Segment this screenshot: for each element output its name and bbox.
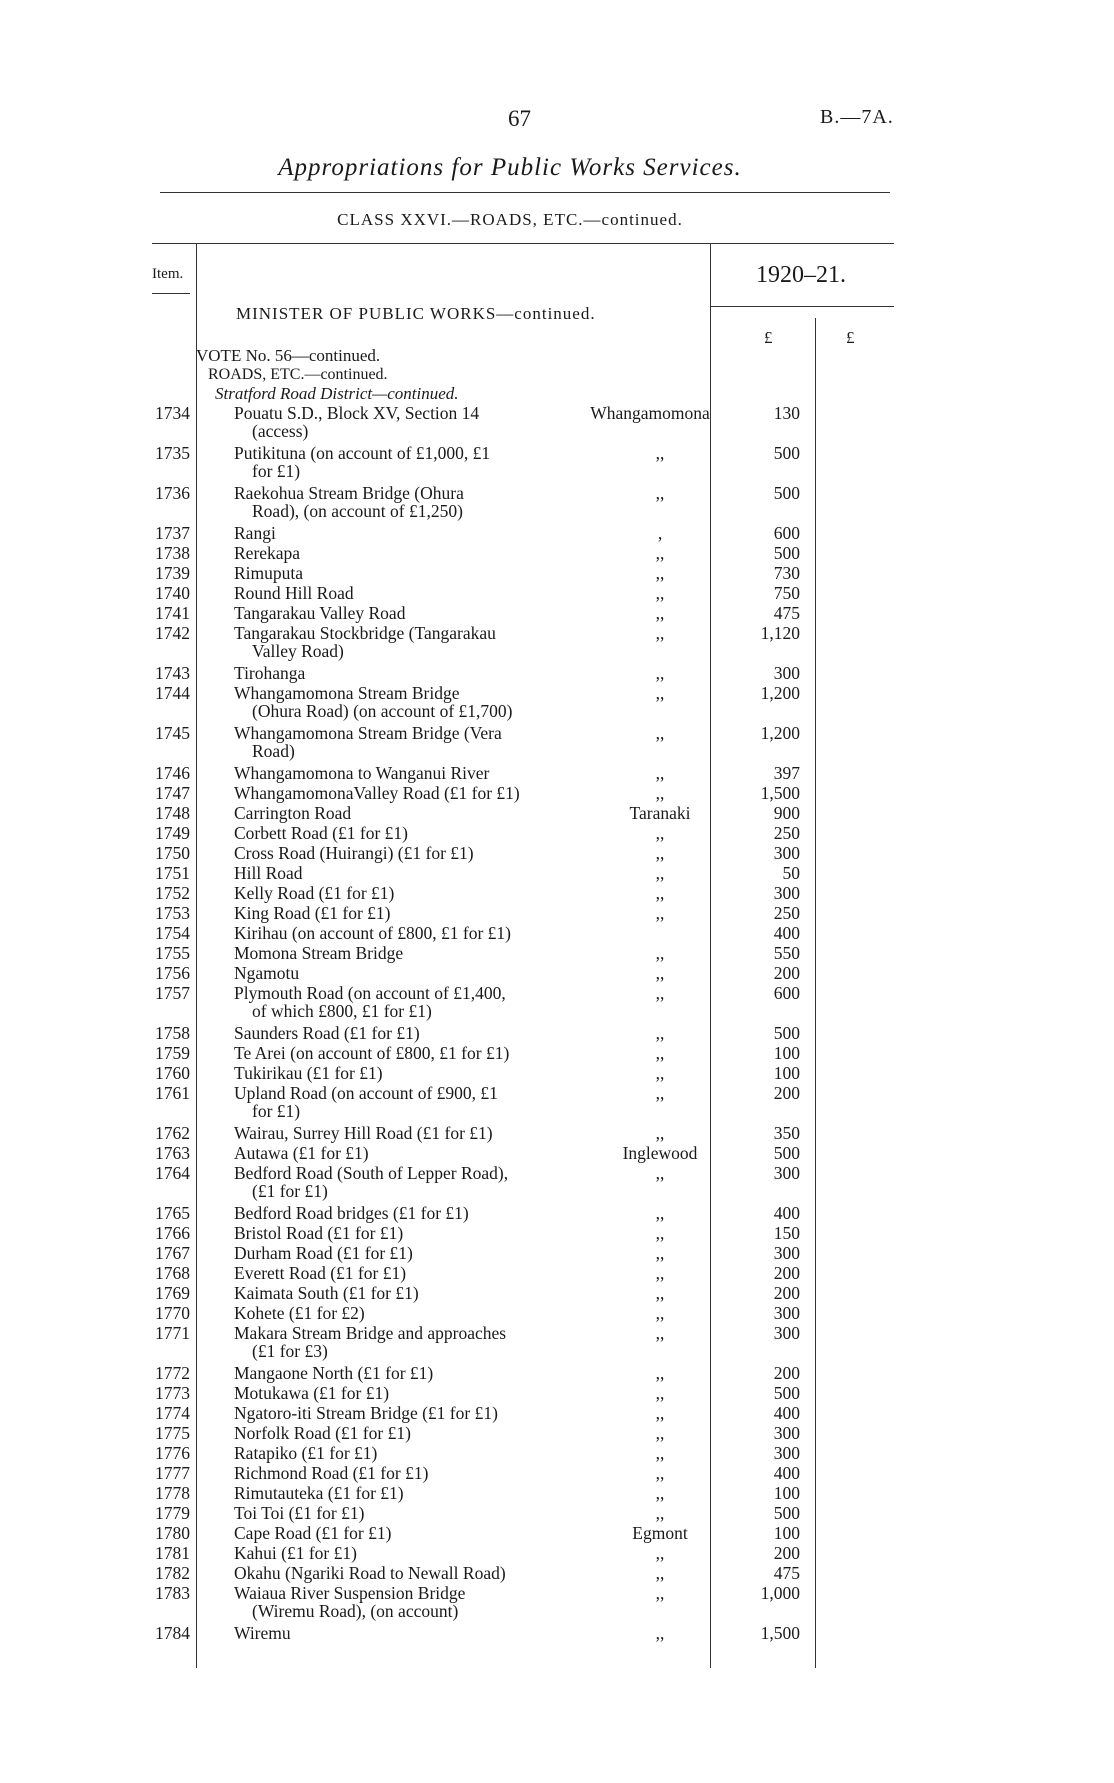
item-number: 1747 bbox=[155, 783, 190, 803]
item-description-line: Whangamomona Stream Bridge bbox=[234, 683, 460, 703]
amount: 100 bbox=[773, 1063, 800, 1083]
item-description-line: Wairau, Surrey Hill Road (£1 for £1) bbox=[234, 1123, 493, 1143]
item-description-line: WhangamomonaValley Road (£1 for £1) bbox=[234, 783, 520, 803]
road-district: ,, bbox=[655, 763, 665, 783]
table-top-rule bbox=[152, 243, 894, 244]
item-description bbox=[234, 1624, 291, 1642]
district-heading: Stratford Road District—continued. bbox=[215, 384, 459, 403]
item-number: 1741 bbox=[155, 603, 190, 623]
amount: 1,200 bbox=[760, 683, 800, 703]
road-district: ,, bbox=[655, 1243, 665, 1263]
item-description bbox=[234, 1484, 404, 1502]
item-description-line: Tirohanga bbox=[234, 663, 306, 683]
amount: 300 bbox=[773, 1323, 800, 1343]
amount: 1,120 bbox=[760, 623, 800, 643]
item-description bbox=[234, 784, 520, 802]
item-description-continuation: (Wiremu Road), (on account) bbox=[252, 1601, 459, 1621]
amount: 500 bbox=[773, 1383, 800, 1403]
road-district: ,, bbox=[655, 943, 665, 963]
item-description-line: Norfolk Road (£1 for £1) bbox=[234, 1423, 411, 1443]
item-description-line: Autawa (£1 for £1) bbox=[234, 1143, 369, 1163]
road-district: ,, bbox=[655, 1163, 665, 1183]
item-number: 1739 bbox=[155, 563, 190, 583]
item-number: 1769 bbox=[155, 1283, 190, 1303]
road-district: ,, bbox=[655, 1303, 665, 1323]
item-description bbox=[234, 624, 496, 660]
item-number: 1754 bbox=[155, 923, 190, 943]
road-district: ,, bbox=[655, 823, 665, 843]
item-description-line: Bedford Road bridges (£1 for £1) bbox=[234, 1203, 469, 1223]
item-description bbox=[234, 1444, 377, 1462]
item-description bbox=[234, 1084, 498, 1120]
item-number: 1768 bbox=[155, 1263, 190, 1283]
item-description bbox=[234, 664, 305, 682]
item-number: 1775 bbox=[155, 1423, 190, 1443]
item-description-line: Kirihau (on account of £800, £1 for £1) bbox=[234, 923, 512, 943]
item-description-continuation: Road), (on account of £1,250) bbox=[252, 501, 463, 521]
amount: 500 bbox=[773, 543, 800, 563]
amount: 200 bbox=[773, 1363, 800, 1383]
item-description-line: Upland Road (on account of £900, £1 bbox=[234, 1083, 498, 1103]
item-description bbox=[234, 1504, 364, 1522]
item-description bbox=[234, 544, 300, 562]
road-district: ,, bbox=[655, 983, 665, 1003]
item-description-line: Durham Road (£1 for £1) bbox=[234, 1243, 413, 1263]
item-description bbox=[234, 1044, 509, 1062]
road-district: ,, bbox=[655, 863, 665, 883]
road-district: ,, bbox=[655, 1503, 665, 1523]
item-description bbox=[234, 404, 479, 440]
amount: 250 bbox=[773, 823, 800, 843]
road-district: ,, bbox=[655, 603, 665, 623]
amount: 300 bbox=[773, 1423, 800, 1443]
item-number: 1759 bbox=[155, 1043, 190, 1063]
item-description-line: Momona Stream Bridge bbox=[234, 943, 404, 963]
item-number: 1756 bbox=[155, 963, 190, 983]
item-description-line: Round Hill Road bbox=[234, 583, 354, 603]
item-number: 1763 bbox=[155, 1143, 190, 1163]
item-head-rule bbox=[152, 293, 190, 294]
item-description bbox=[234, 1364, 433, 1382]
item-description-continuation: Valley Road) bbox=[252, 641, 344, 661]
item-number: 1736 bbox=[155, 483, 190, 503]
road-district: ,, bbox=[655, 1223, 665, 1243]
item-description bbox=[234, 1424, 411, 1442]
amount: 150 bbox=[773, 1223, 800, 1243]
district-column-rule bbox=[710, 243, 711, 1668]
amount: 1,000 bbox=[760, 1583, 800, 1603]
road-district: ,, bbox=[655, 1403, 665, 1423]
item-description-line: Carrington Road bbox=[234, 803, 352, 823]
item-description-continuation: (£1 for £1) bbox=[252, 1181, 328, 1201]
amount: 300 bbox=[773, 883, 800, 903]
road-district: ,, bbox=[655, 1363, 665, 1383]
amount: 750 bbox=[773, 583, 800, 603]
road-district: ,, bbox=[655, 1383, 665, 1403]
road-district: Whangamomona bbox=[590, 403, 710, 423]
item-description bbox=[234, 1284, 419, 1302]
item-description-line: Rangi bbox=[234, 523, 276, 543]
amount: 900 bbox=[773, 803, 800, 823]
item-description bbox=[234, 1244, 413, 1262]
item-description bbox=[234, 1264, 406, 1282]
item-description-line: Raekohua Stream Bridge (Ohura bbox=[234, 483, 464, 503]
item-number: 1755 bbox=[155, 943, 190, 963]
road-district: ,, bbox=[655, 723, 665, 743]
item-number: 1765 bbox=[155, 1203, 190, 1223]
road-district: ,, bbox=[655, 1123, 665, 1143]
item-description bbox=[234, 1324, 506, 1360]
item-description-line: Motukawa (£1 for £1) bbox=[234, 1383, 390, 1403]
amount: 475 bbox=[773, 603, 800, 623]
item-description bbox=[234, 564, 303, 582]
amount: 200 bbox=[773, 1083, 800, 1103]
item-description bbox=[234, 684, 512, 720]
item-description bbox=[234, 1564, 506, 1582]
item-description-continuation: of which £800, £1 for £1) bbox=[252, 1001, 432, 1021]
amount: 600 bbox=[773, 983, 800, 1003]
item-description bbox=[234, 1584, 465, 1620]
amount: 300 bbox=[773, 843, 800, 863]
item-description-line: Cross Road (Huirangi) (£1 for £1) bbox=[234, 843, 474, 863]
item-description-line: Wiremu bbox=[234, 1623, 291, 1643]
item-description-continuation: (access) bbox=[252, 421, 309, 441]
item-description-line: Hill Road bbox=[234, 863, 303, 883]
road-district: ,, bbox=[655, 543, 665, 563]
amount: 200 bbox=[773, 963, 800, 983]
pound-header-2: £ bbox=[846, 328, 855, 347]
road-district: ,, bbox=[655, 843, 665, 863]
item-description-line: Pouatu S.D., Block XV, Section 14 bbox=[234, 403, 480, 423]
item-description bbox=[234, 844, 474, 862]
item-number: 1770 bbox=[155, 1303, 190, 1323]
item-number: 1735 bbox=[155, 443, 190, 463]
item-number: 1777 bbox=[155, 1463, 190, 1483]
item-description-line: Kelly Road (£1 for £1) bbox=[234, 883, 395, 903]
item-description-line: Kaimata South (£1 for £1) bbox=[234, 1283, 419, 1303]
item-description bbox=[234, 1204, 469, 1222]
item-description bbox=[234, 1224, 403, 1242]
item-description-line: Kohete (£1 for £2) bbox=[234, 1303, 365, 1323]
item-description-line: Te Arei (on account of £800, £1 for £1) bbox=[234, 1043, 510, 1063]
minister-heading: MINISTER OF PUBLIC WORKS—continued. bbox=[236, 304, 596, 323]
item-description-continuation: for £1) bbox=[252, 1101, 301, 1121]
item-description bbox=[234, 1064, 383, 1082]
item-description bbox=[234, 964, 299, 982]
road-district: ,, bbox=[655, 963, 665, 983]
item-description bbox=[234, 1024, 420, 1042]
item-description bbox=[234, 604, 405, 622]
road-district: ,, bbox=[655, 483, 665, 503]
item-description bbox=[234, 1124, 493, 1142]
amount: 300 bbox=[773, 663, 800, 683]
item-description bbox=[234, 1384, 389, 1402]
road-district: Taranaki bbox=[629, 803, 691, 823]
road-district: ,, bbox=[655, 683, 665, 703]
item-description-line: Makara Stream Bridge and approaches bbox=[234, 1323, 507, 1343]
item-description-line: Richmond Road (£1 for £1) bbox=[234, 1463, 429, 1483]
amount: 350 bbox=[773, 1123, 800, 1143]
amount: 500 bbox=[773, 1503, 800, 1523]
item-number: 1778 bbox=[155, 1483, 190, 1503]
item-number: 1746 bbox=[155, 763, 190, 783]
item-description-line: Rimutauteka (£1 for £1) bbox=[234, 1483, 404, 1503]
item-number: 1750 bbox=[155, 843, 190, 863]
item-number: 1757 bbox=[155, 983, 190, 1003]
item-description-line: Kahui (£1 for £1) bbox=[234, 1543, 357, 1563]
year-rule bbox=[710, 306, 894, 307]
road-district: ,, bbox=[655, 583, 665, 603]
item-description bbox=[234, 764, 489, 782]
item-description bbox=[234, 824, 408, 842]
road-district: ,, bbox=[655, 1023, 665, 1043]
item-number: 1773 bbox=[155, 1383, 190, 1403]
item-number: 1783 bbox=[155, 1583, 190, 1603]
amount: 730 bbox=[773, 563, 800, 583]
item-number: 1749 bbox=[155, 823, 190, 843]
amount: 250 bbox=[773, 903, 800, 923]
item-number: 1737 bbox=[155, 523, 190, 543]
item-description bbox=[234, 584, 354, 602]
item-column-rule bbox=[196, 243, 197, 1668]
item-description bbox=[234, 1164, 508, 1200]
amount: 130 bbox=[773, 403, 800, 423]
amount: 500 bbox=[773, 1023, 800, 1043]
vote-heading: VOTE No. 56—continued. bbox=[196, 346, 381, 365]
road-district: ,, bbox=[655, 1443, 665, 1463]
road-district: ,, bbox=[655, 1283, 665, 1303]
road-district: ,, bbox=[655, 1203, 665, 1223]
item-description-line: King Road (£1 for £1) bbox=[234, 903, 391, 923]
road-district: ,, bbox=[655, 883, 665, 903]
item-description-line: Ratapiko (£1 for £1) bbox=[234, 1443, 378, 1463]
item-number: 1748 bbox=[155, 803, 190, 823]
item-description-line: Bedford Road (South of Lepper Road), bbox=[234, 1163, 509, 1183]
item-number: 1753 bbox=[155, 903, 190, 923]
item-description-line: Rimuputa bbox=[234, 563, 304, 583]
road-district: ,, bbox=[655, 1323, 665, 1343]
item-description bbox=[234, 1304, 365, 1322]
road-district: ,, bbox=[655, 663, 665, 683]
item-number: 1764 bbox=[155, 1163, 190, 1183]
amount: 200 bbox=[773, 1263, 800, 1283]
amount: 475 bbox=[773, 1563, 800, 1583]
item-number: 1766 bbox=[155, 1223, 190, 1243]
amount: 300 bbox=[773, 1163, 800, 1183]
amount: 100 bbox=[773, 1043, 800, 1063]
road-district: ,, bbox=[655, 1063, 665, 1083]
item-description-line: Whangamomona Stream Bridge (Vera bbox=[234, 723, 502, 743]
road-district: ,, bbox=[655, 1563, 665, 1583]
item-description-continuation: Road) bbox=[252, 741, 295, 761]
road-district: ,, bbox=[655, 623, 665, 643]
amount: 200 bbox=[773, 1283, 800, 1303]
item-description-continuation: for £1) bbox=[252, 461, 301, 481]
item-description-line: Ngatoro-iti Stream Bridge (£1 for £1) bbox=[234, 1403, 498, 1423]
item-description-line: Bristol Road (£1 for £1) bbox=[234, 1223, 404, 1243]
item-description bbox=[234, 924, 511, 942]
item-description-line: Tangarakau Valley Road bbox=[234, 603, 406, 623]
item-description-line: Whangamomona to Wanganui River bbox=[234, 763, 490, 783]
item-number: 1771 bbox=[155, 1323, 190, 1343]
item-description bbox=[234, 484, 464, 520]
item-number: 1761 bbox=[155, 1083, 190, 1103]
item-description bbox=[234, 1524, 391, 1542]
year-column-header: 1920–21. bbox=[756, 262, 846, 288]
item-number: 1751 bbox=[155, 863, 190, 883]
item-description bbox=[234, 804, 351, 822]
item-description-line: Rerekapa bbox=[234, 543, 301, 563]
amount: 50 bbox=[782, 863, 800, 883]
item-number: 1776 bbox=[155, 1443, 190, 1463]
item-description-line: Mangaone North (£1 for £1) bbox=[234, 1363, 434, 1383]
amount: 500 bbox=[773, 483, 800, 503]
amount: 550 bbox=[773, 943, 800, 963]
page-title: Appropriations for Public Works Services. bbox=[278, 154, 742, 181]
amount: 300 bbox=[773, 1243, 800, 1263]
road-district: , bbox=[657, 523, 663, 543]
item-number: 1774 bbox=[155, 1403, 190, 1423]
road-district: Inglewood bbox=[622, 1143, 698, 1163]
item-number: 1767 bbox=[155, 1243, 190, 1263]
pound-header-1: £ bbox=[764, 328, 773, 347]
title-rule bbox=[160, 192, 890, 193]
item-description-line: Putikituna (on account of £1,000, £1 bbox=[234, 443, 491, 463]
item-description bbox=[234, 1544, 357, 1562]
amount: 1,200 bbox=[760, 723, 800, 743]
road-district: Egmont bbox=[632, 1523, 688, 1543]
item-number: 1781 bbox=[155, 1543, 190, 1563]
item-description bbox=[234, 1464, 428, 1482]
amount: 400 bbox=[773, 923, 800, 943]
item-description bbox=[234, 884, 394, 902]
item-description-continuation: (Ohura Road) (on account of £1,700) bbox=[252, 701, 513, 721]
road-district: ,, bbox=[655, 1083, 665, 1103]
item-number: 1780 bbox=[155, 1523, 190, 1543]
item-description-line: Tukirikau (£1 for £1) bbox=[234, 1063, 383, 1083]
item-number: 1740 bbox=[155, 583, 190, 603]
item-number: 1742 bbox=[155, 623, 190, 643]
roads-heading: ROADS, ETC.—continued. bbox=[208, 366, 388, 383]
item-description-continuation: (£1 for £3) bbox=[252, 1341, 328, 1361]
amount: 300 bbox=[773, 1303, 800, 1323]
item-description-line: Saunders Road (£1 for £1) bbox=[234, 1023, 420, 1043]
item-description bbox=[234, 444, 490, 480]
amount: 300 bbox=[773, 1443, 800, 1463]
item-number: 1743 bbox=[155, 663, 190, 683]
road-district: ,, bbox=[655, 1623, 665, 1643]
item-description-line: Toi Toi (£1 for £1) bbox=[234, 1503, 365, 1523]
item-description bbox=[234, 904, 391, 922]
amount: 397 bbox=[773, 763, 800, 783]
amount: 600 bbox=[773, 523, 800, 543]
item-number: 1758 bbox=[155, 1023, 190, 1043]
item-number: 1779 bbox=[155, 1503, 190, 1523]
road-district: ,, bbox=[655, 443, 665, 463]
item-description-line: Cape Road (£1 for £1) bbox=[234, 1523, 392, 1543]
road-district: ,, bbox=[655, 1583, 665, 1603]
amount: 500 bbox=[773, 1143, 800, 1163]
amount: 100 bbox=[773, 1523, 800, 1543]
item-description-line: Okahu (Ngariki Road to Newall Road) bbox=[234, 1563, 506, 1583]
road-district: ,, bbox=[655, 783, 665, 803]
item-description-line: Everett Road (£1 for £1) bbox=[234, 1263, 407, 1283]
item-number: 1734 bbox=[155, 403, 190, 423]
item-description bbox=[234, 864, 303, 882]
item-number: 1784 bbox=[155, 1623, 190, 1643]
item-description-line: Plymouth Road (on account of £1,400, bbox=[234, 983, 506, 1003]
page-number: 67 bbox=[508, 106, 531, 131]
road-district: ,, bbox=[655, 1263, 665, 1283]
item-column-header: Item. bbox=[152, 266, 184, 282]
amount: 100 bbox=[773, 1483, 800, 1503]
amount: 1,500 bbox=[760, 1623, 800, 1643]
road-district: ,, bbox=[655, 1423, 665, 1443]
road-district: ,, bbox=[655, 1483, 665, 1503]
item-description bbox=[234, 1404, 498, 1422]
item-number: 1744 bbox=[155, 683, 190, 703]
amount: 400 bbox=[773, 1403, 800, 1423]
item-number: 1738 bbox=[155, 543, 190, 563]
item-description-line: Tangarakau Stockbridge (Tangarakau bbox=[234, 623, 496, 643]
amount: 500 bbox=[773, 443, 800, 463]
item-number: 1772 bbox=[155, 1363, 190, 1383]
item-description-line: Waiaua River Suspension Bridge bbox=[234, 1583, 466, 1603]
amount: 400 bbox=[773, 1203, 800, 1223]
item-number: 1782 bbox=[155, 1563, 190, 1583]
item-description bbox=[234, 944, 403, 962]
road-district: ,, bbox=[655, 903, 665, 923]
item-number: 1762 bbox=[155, 1123, 190, 1143]
item-description-line: Corbett Road (£1 for £1) bbox=[234, 823, 408, 843]
item-description bbox=[234, 724, 502, 760]
amount-column-rule bbox=[815, 318, 816, 1668]
item-description-line: Ngamotu bbox=[234, 963, 300, 983]
road-district: ,, bbox=[655, 1463, 665, 1483]
item-description bbox=[234, 524, 276, 542]
class-heading: CLASS XXVI.—ROADS, ETC.—continued. bbox=[337, 210, 683, 229]
road-district: ,, bbox=[655, 1043, 665, 1063]
item-description bbox=[234, 984, 506, 1020]
road-district: ,, bbox=[655, 563, 665, 583]
amount: 1,500 bbox=[760, 783, 800, 803]
amount: 400 bbox=[773, 1463, 800, 1483]
road-district: ,, bbox=[655, 1543, 665, 1563]
amount: 200 bbox=[773, 1543, 800, 1563]
item-number: 1760 bbox=[155, 1063, 190, 1083]
item-number: 1745 bbox=[155, 723, 190, 743]
item-description bbox=[234, 1144, 369, 1162]
page-reference: B.—7A. bbox=[820, 106, 894, 128]
item-number: 1752 bbox=[155, 883, 190, 903]
